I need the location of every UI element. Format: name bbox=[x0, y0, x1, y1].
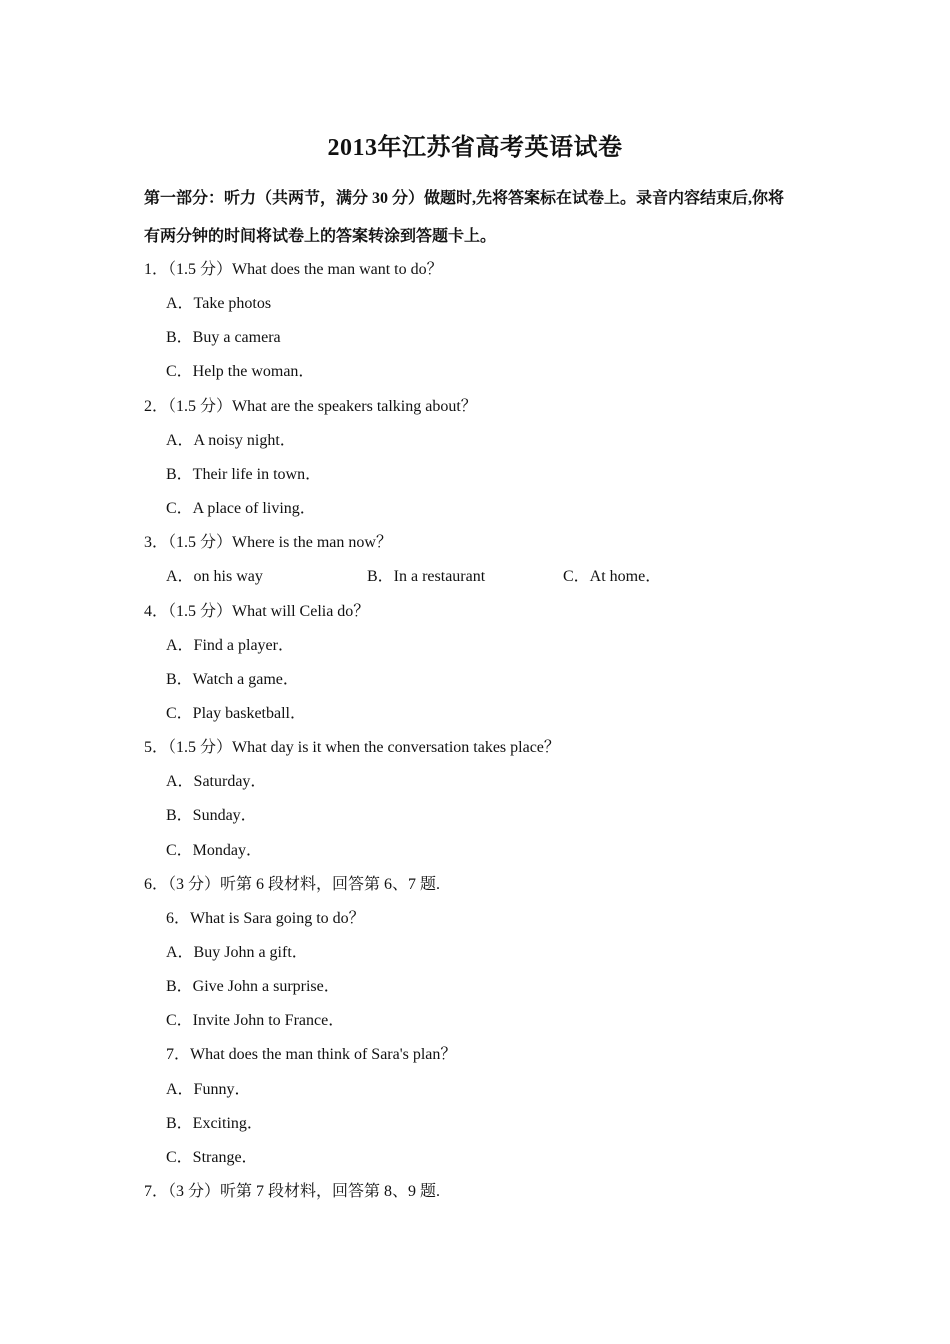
option-text: B．Their life in town． bbox=[166, 466, 322, 483]
subquestion-text: 7．What does the man think of Sara's plan？ bbox=[166, 1046, 457, 1063]
option-text: C．Play basketball． bbox=[166, 705, 306, 722]
option-text: A．Find a player． bbox=[166, 637, 294, 654]
option-text: B．Exciting． bbox=[166, 1115, 263, 1132]
question-text: 7．（3 分）听第 7 段材料，回答第 8、9 题. bbox=[144, 1183, 441, 1200]
section-header-line-1: 第一部分：听力（共两节，满分 30 分）做题时,先将答案标在试卷上。录音内容结束后,你将 bbox=[144, 190, 785, 207]
option-text: C．Invite John to France． bbox=[166, 1012, 345, 1029]
option-text: A．A noisy night． bbox=[166, 432, 296, 449]
option-text: C．A place of living． bbox=[166, 500, 316, 517]
option-text: A．on his way bbox=[166, 568, 263, 585]
question-text: 3．（1.5 分）Where is the man now？ bbox=[144, 534, 392, 551]
option-text: C．At home． bbox=[563, 568, 662, 585]
page-title: 2013年江苏省高考英语试卷 bbox=[327, 135, 623, 161]
option-text: B．Watch a game． bbox=[166, 671, 299, 688]
question-text: 1．（1.5 分）What does the man want to do？ bbox=[144, 261, 443, 278]
option-text: A．Buy John a gift． bbox=[166, 944, 308, 961]
option-text: B．In a restaurant bbox=[367, 568, 486, 585]
option-text: A．Take photos bbox=[166, 295, 272, 312]
option-text: B．Give John a surprise． bbox=[166, 978, 340, 995]
option-text: A．Funny． bbox=[166, 1081, 251, 1098]
question-text: 2．（1.5 分）What are the speakers talking about？ bbox=[144, 398, 477, 415]
section-header-line-2: 有两分钟的时间将试卷上的答案转涂到答题卡上。 bbox=[144, 228, 497, 245]
option-text: C．Help the woman． bbox=[166, 363, 315, 380]
option-text: B．Buy a camera bbox=[166, 329, 281, 346]
option-text: A．Saturday． bbox=[166, 773, 267, 790]
subquestion-text: 6．What is Sara going to do？ bbox=[166, 910, 365, 927]
question-text: 5．（1.5 分）What day is it when the conversation takes place？ bbox=[144, 739, 560, 756]
question-text: 4．（1.5 分）What will Celia do？ bbox=[144, 603, 370, 620]
option-text: B．Sunday． bbox=[166, 807, 257, 824]
option-text: C．Monday． bbox=[166, 842, 263, 859]
question-text: 6．（3 分）听第 6 段材料，回答第 6、7 题. bbox=[144, 876, 441, 893]
option-text: C．Strange． bbox=[166, 1149, 258, 1166]
